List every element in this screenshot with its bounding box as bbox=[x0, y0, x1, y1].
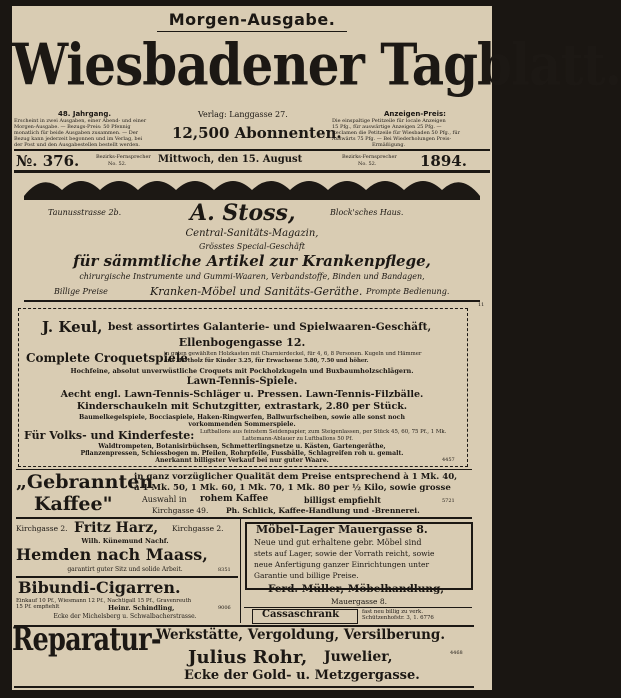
festival-heading: Für Volks- und Kinderfeste: bbox=[24, 429, 195, 442]
bibundi-seller: Heinr. Schindling, bbox=[108, 604, 175, 612]
tennis-heading: Lawn-Tennis-Spiele. bbox=[186, 376, 298, 387]
kaffee-top-rule bbox=[16, 469, 472, 470]
phone-left-2: No. 52. bbox=[108, 161, 127, 167]
stoss-line-1: Central-Sanitäts-Magazin, bbox=[185, 228, 319, 239]
harz-street-left: Kirchgasse 2. bbox=[16, 524, 68, 533]
rohr-bottom-rule bbox=[14, 686, 474, 688]
moebel-address: Mauergasse 8. bbox=[331, 597, 387, 606]
stoss-headline: für sämmtliche Artikel zur Krankenpflege, bbox=[73, 252, 431, 270]
kaffee-line-4: Kirchgasse 49. bbox=[152, 506, 209, 515]
stoss-line-2: Grösstes Special-Geschäft bbox=[198, 242, 306, 251]
games-line-2: vorkommenden Sommerspiele. bbox=[188, 421, 296, 428]
keul-address: Ellenbogengasse 12. bbox=[178, 336, 306, 349]
croquet-heading: Complete Croquetspiele bbox=[26, 351, 188, 365]
issue-date: Mittwoch, den 15. August bbox=[158, 154, 303, 165]
stoss-left: Billige Preise bbox=[54, 287, 108, 296]
kaffee-line-3c: billigst empfiehlt bbox=[304, 495, 381, 505]
tennis-line: Aecht engl. Lawn-Tennis-Schläger u. Pressen. Lawn-Tennis-Filzbälle. bbox=[60, 389, 424, 400]
croquet-text-1: in guten gewählten Holzkasten mit Charnierdeckel, für 4, 6, 8 Personen. Kugeln und Hämmer bbox=[164, 351, 422, 357]
moebel-line-4: Garantie und billige Preise. bbox=[254, 571, 359, 580]
rohr-right-line: Werkstätte, Vergoldung, Versilberung. bbox=[156, 627, 446, 643]
festival-line-3: Waldtrompeten, Botanisirbüchsen, Schmetterlingsnetze u. Kästen, Gartengeräthe, bbox=[98, 443, 386, 450]
subscription-text-1: Erscheint in zwei Ausgaben, einer Abend- und einer bbox=[14, 118, 147, 124]
bibundi-line-1: Einkauf 10 Pf., Wiesmann 12 Pf., Nachtigall 15 Pf., Gravenreuth bbox=[16, 598, 192, 604]
ad-price-text-5: Ermäßigung. bbox=[372, 142, 406, 148]
stoss-address: Taunusstrasse 2b. bbox=[48, 208, 122, 217]
subscription-text-5: der Post und den Ausgabestellen bestellt werden. bbox=[14, 142, 141, 148]
stoss-line-3: chirurgische Instrumente und Gummi-Waaren, Verbandstoffe, Binden und Bandagen, bbox=[79, 272, 425, 281]
stoss-house: Block'sches Haus. bbox=[330, 208, 404, 217]
festival-line-4: Pflanzenpressen, Schiessbogen m. Pfeilen, Rohrpfeile, Fussbälle, Schlagreifen roh u. gemalt. bbox=[80, 450, 404, 457]
rohr-ref: 4468 bbox=[450, 650, 463, 656]
moebel-title: Möbel-Lager Mauergasse 8. bbox=[256, 523, 428, 536]
phone-right-1: Bezirks-Fernsprecher bbox=[342, 154, 397, 160]
kaffee-line-2: à 1 Mk. 50, 1 Mk. 60, 1 Mk. 70, 1 Mk. 80 per ½ Kilo, sowie grosse bbox=[134, 483, 451, 493]
phone-right-2: No. 52. bbox=[358, 161, 377, 167]
stoss-ref: 11 bbox=[478, 302, 485, 308]
ad-price-heading: Anzeigen-Preis: bbox=[384, 110, 446, 118]
stoss-bottom-rule bbox=[24, 300, 480, 302]
publisher-address: Verlag: Langgasse 27. bbox=[198, 110, 288, 119]
moebel-seller: Ferd. Müller, Möbelhandlung, bbox=[268, 583, 445, 595]
circulation: 12,500 Abonnenten. bbox=[172, 124, 342, 142]
keul-novelty-line: Hochfeine, absolut unverwüstliche Croquets mit Pockholzkugeln und Buxbaumholzschlägern. bbox=[70, 367, 414, 375]
kaffee-line-3b: rohem Kaffee bbox=[200, 494, 269, 504]
phone-left-1: Bezirks-Fernsprecher bbox=[96, 154, 151, 160]
newspaper-title: Wiesbadener Tagblatt. bbox=[12, 30, 621, 99]
moebel-line-2: stets auf Lager, sowie der Vorrath reicht, sowie bbox=[254, 549, 435, 558]
ad-price-text-2: 15 Pfg., für auswärtige Anzeigen 25 Pfg. — bbox=[332, 124, 442, 130]
kaffee-line-3: Auswahl in bbox=[142, 495, 187, 504]
harz-sub: Wilh. Künemund Nachf. bbox=[81, 537, 169, 545]
issue-year: 1894. bbox=[420, 152, 467, 170]
ad-price-text-4: Auswärts 75 Pfg. — Bei Wiederholungen Preis- bbox=[332, 136, 452, 142]
decorative-scallop-border bbox=[24, 176, 480, 198]
festival-text-1: Luftballons aus feinstem Seidenpapier, zum Steigenlassen, per Stück 45, 60, 75 Pf., 1 Mk. bbox=[200, 429, 447, 435]
bibundi-title: Bibundi-Cigarren. bbox=[18, 578, 181, 597]
kaffee-title-2: Kaffee" bbox=[34, 493, 113, 515]
bibundi-line-2: 15 Pf. empfiehlt bbox=[16, 604, 60, 610]
issue-bar-top-rule bbox=[14, 149, 490, 151]
keul-recognized: Anerkannt billigster Verkauf bei nur guter Waare. bbox=[155, 457, 329, 464]
subscription-text-4: Bezug kann jederzeit begonnen und im Verlag, bei bbox=[14, 136, 143, 142]
rohr-trade: Juwelier, bbox=[324, 649, 393, 665]
moebel-line-3: neue Anfertigung ganzer Einrichtungen unter bbox=[254, 560, 430, 569]
moebel-line-1: Neue und gut erhaltene gebr. Möbel sind bbox=[254, 538, 422, 547]
ad-price-text-3: Reclamen die Petitzeile für Wiesbaden 50 Pfg., für bbox=[332, 130, 460, 136]
kaffee-ref: 5721 bbox=[442, 498, 455, 504]
issue-bar-bottom-rule bbox=[14, 170, 490, 173]
column-divider bbox=[240, 519, 241, 623]
kaffee-title-1: „Gebrannten bbox=[16, 471, 154, 493]
games-line-1: Baumelkegelspiele, Bocciaspiele, Haken-Ringwerfen, Ballwurfscheiben, sowie alle sonst noch bbox=[79, 414, 405, 421]
issue-number: №. 376. bbox=[16, 152, 80, 170]
stoss-center: Kranken-Möbel und Sanitäts-Geräthe. bbox=[150, 285, 363, 298]
keul-name: J. Keul, bbox=[42, 318, 103, 336]
subscription-text-3: monatlich für beide Ausgaben zusammen. — Der bbox=[14, 130, 139, 136]
harz-name: Fritz Harz, bbox=[74, 520, 159, 536]
rohr-big: Reparatur- bbox=[12, 620, 161, 658]
volume-year: 48. Jahrgang. bbox=[58, 110, 111, 118]
moebel-bottom-rule bbox=[244, 607, 472, 608]
newspaper-page bbox=[12, 6, 621, 690]
harz-shirts: Hemden nach Maass, bbox=[16, 545, 208, 564]
edition-label: Morgen-Ausgabe. bbox=[168, 10, 336, 29]
keul-ref: 4457 bbox=[442, 457, 455, 463]
rohr-name: Julius Rohr, bbox=[188, 647, 308, 668]
kaffee-bottom-rule bbox=[16, 517, 472, 519]
bibundi-address: Ecke der Michelsberg u. Schwalbacherstrasse. bbox=[53, 613, 197, 620]
cash-desc-2: Schützenhofstr. 3, 1. 6776 bbox=[362, 615, 434, 621]
kaffee-line-4b: Ph. Schlick, Kaffee-Handlung und -Brennerei. bbox=[226, 506, 420, 515]
harz-tagline: garantirt guter Sitz und solide Arbeit. bbox=[67, 566, 183, 573]
cash-title: Cassaschrank bbox=[262, 609, 340, 620]
festival-text-2: Lattemann-Ablauer zu Luftballons 50 Pf. bbox=[242, 436, 353, 442]
stoss-right: Prompte Bedienung. bbox=[366, 287, 450, 296]
keul-description: best assortirtes Galanterie- und Spielwaaren-Geschäft, bbox=[108, 321, 432, 333]
stoss-name: A. Stoss, bbox=[190, 200, 296, 226]
harz-street-right: Kirchgasse 2. bbox=[172, 524, 224, 533]
rohr-address: Ecke der Gold- u. Metzgergasse. bbox=[184, 668, 420, 683]
cash-desc-1: fast neu billig zu verk. bbox=[362, 609, 424, 615]
subscription-text-2: Morgen-Ausgabe. — Bezugs-Preis: 50 Pfennig bbox=[14, 124, 131, 130]
croquet-text-2: aus Hartholz für Kinder 3.25, für Erwachsene 5.80, 7.50 und höher. bbox=[164, 358, 369, 364]
ad-price-text-1: Die einspaltige Petitzeile für locale Anzeigen bbox=[332, 118, 446, 124]
swing-line: Kinderschaukeln mit Schutzgitter, extrastark, 2.80 per Stück. bbox=[76, 401, 408, 412]
bibundi-ref: 9006 bbox=[218, 605, 231, 611]
kaffee-line-1: in ganz vorzüglicher Qualität dem Preise entsprechend à 1 Mk. 40, bbox=[134, 472, 458, 482]
harz-ref: 8351 bbox=[218, 567, 231, 573]
